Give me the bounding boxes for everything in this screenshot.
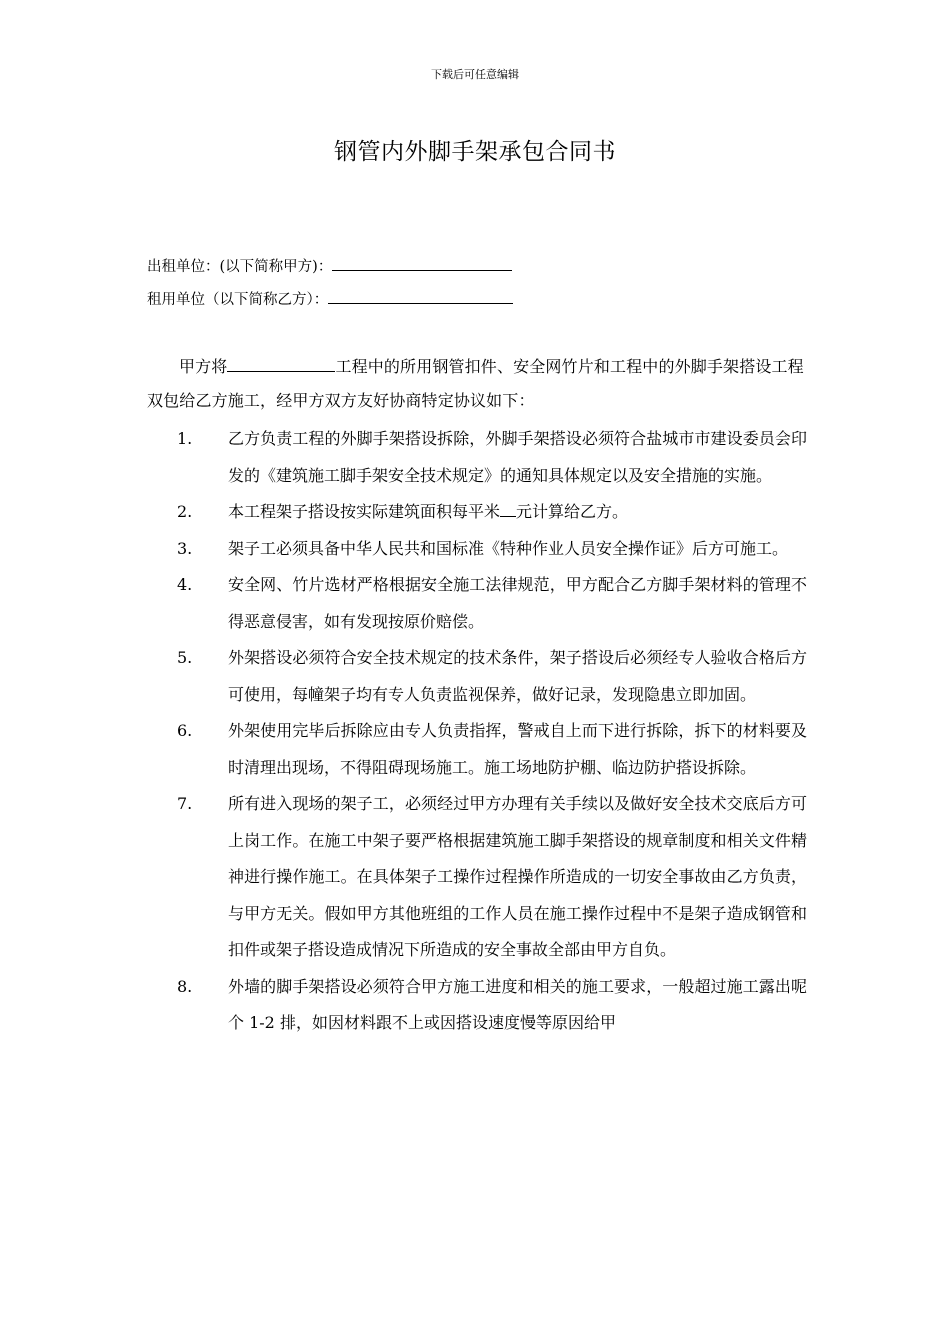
item-number: 7. — [177, 794, 193, 813]
list-item — [147, 969, 807, 1042]
item-text: 所有进入现场的架子工，必须经过甲方办理有关手续以及做好安全技术交底后方可上岗工作。在施工中架子要严格根据建筑施工脚手架搭设的规章制度和相关文件精神进行操作施工。在具体架子工操作过程操作所造成的一切安全事故由乙方负责，与甲方无关。假如甲方其他班组的工作人员在施工操作过程中不是架子造成钢管和扣件或架子搭设造成情况下所造成的安全事故全部由甲方自负。 — [228, 794, 807, 959]
item-text: 外架搭设必须符合安全技术规定的技术条件，架子搭设后必须经专人验收合格后方可使用，每幢架子均有专人负责监视保养，做好记录，发现隐患立即加固。 — [228, 648, 807, 704]
terms-list — [147, 421, 807, 1042]
lessor-label: 出租单位：(以下简称甲方)： — [147, 259, 333, 275]
item-number: 8. — [177, 976, 193, 996]
item-number: 3. — [177, 538, 193, 558]
item-text — [228, 494, 807, 531]
intro-prefix: 甲方将 — [179, 357, 228, 376]
item-number: 2. — [177, 502, 193, 521]
price-blank — [500, 500, 516, 517]
item-text: 安全网、竹片选材严格根据安全施工法律规范，甲方配合乙方脚手架材料的管理不得恶意侵害，如有发现按原价赔偿。 — [228, 575, 807, 631]
lessor-blank — [332, 256, 512, 271]
lessor-line — [147, 255, 512, 276]
header-note: 下载后可任意编辑 — [431, 68, 519, 81]
item-number: 1. — [177, 429, 193, 448]
item-number: 5. — [177, 648, 193, 667]
item-number: 6. — [177, 721, 193, 740]
intro-suffix: 工程中的所用钢管扣件、安全网竹片和工程中的外脚手架搭设工程双包给乙方施工，经甲方双方友好协商特定协议如下： — [147, 357, 804, 410]
project-name-blank — [227, 355, 335, 372]
list-item — [147, 421, 807, 494]
list-item — [147, 531, 807, 568]
intro-paragraph — [147, 350, 807, 418]
list-item — [147, 640, 807, 713]
lessee-label: 租用单位（以下简称乙方）： — [147, 292, 329, 308]
list-item — [147, 567, 807, 640]
list-item — [147, 713, 807, 786]
item-text: 外墙的脚手架搭设必须符合甲方施工进度和相关的施工要求，一般超过施工露出呢个 1-2 排，如因材料跟不上或因搭设速度慢等原因给甲 — [228, 976, 807, 1032]
item-text: 外架使用完毕后拆除应由专人负责指挥，警戒自上而下进行拆除，拆下的材料要及时清理出现场，不得阻碍现场施工。施工场地防护棚、临边防护搭设拆除。 — [228, 721, 807, 777]
lessee-blank — [328, 289, 513, 304]
item-text-before: 本工程架子搭设按实际建筑面积每平米 — [228, 502, 501, 521]
list-item — [147, 494, 807, 531]
item-text: 乙方负责工程的外脚手架搭设拆除，外脚手架搭设必须符合盐城市市建设委员会印发的《建筑施工脚手架安全技术规定》的通知具体规定以及安全措施的实施。 — [228, 429, 807, 485]
lessee-line — [147, 288, 513, 309]
item-number: 4. — [177, 575, 193, 594]
document-title: 钢管内外脚手架承包合同书 — [334, 139, 616, 165]
list-item — [147, 786, 807, 969]
item-text: 架子工必须具备中华人民共和国标准《特种作业人员安全操作证》后方可施工。 — [228, 538, 789, 558]
item-text-after: 元计算给乙方。 — [516, 502, 629, 521]
